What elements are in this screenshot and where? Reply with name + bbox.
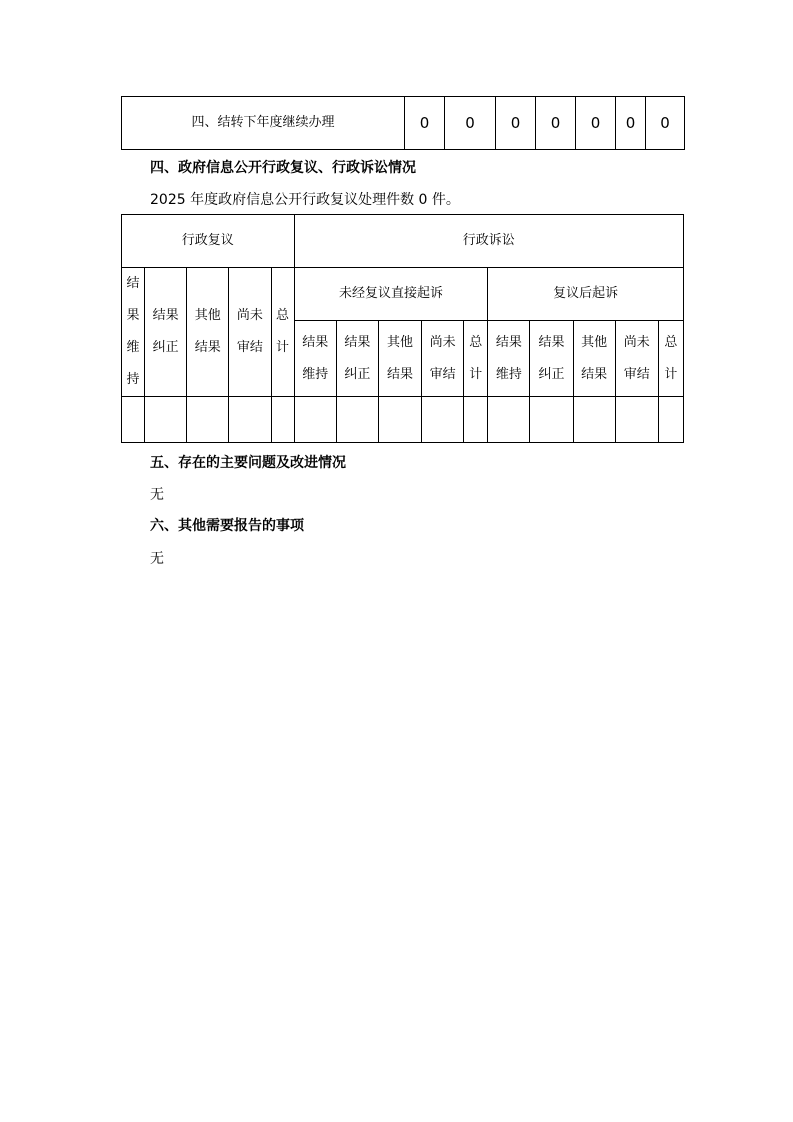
review-litigation-table — [121, 214, 684, 443]
header-other-result: 其他 结果 — [378, 321, 421, 397]
carryover-table — [121, 96, 685, 150]
table-cell — [336, 397, 378, 443]
header-result-corrected: 结果 纠正 — [336, 321, 378, 397]
table-cell: 0 — [616, 97, 646, 150]
table-row — [122, 215, 684, 268]
table-cell — [145, 397, 187, 443]
header-other-result: 其他 结果 — [573, 321, 615, 397]
header-result-maintained: 结 果 维 持 — [122, 268, 145, 397]
table-cell: 0 — [536, 97, 576, 150]
table-row — [122, 397, 684, 443]
table-cell: 0 — [405, 97, 445, 150]
table-cell — [658, 397, 683, 443]
header-total: 总 计 — [271, 268, 294, 397]
table-cell — [464, 397, 488, 443]
table-cell: 0 — [496, 97, 536, 150]
header-total: 总 计 — [658, 321, 683, 397]
header-result-corrected: 结果 纠正 — [145, 268, 187, 397]
table-cell — [573, 397, 615, 443]
section-5-text: 无 — [150, 487, 164, 503]
section-6-text: 无 — [150, 551, 164, 567]
table-cell — [530, 397, 573, 443]
header-total: 总 计 — [464, 321, 488, 397]
table-cell — [422, 397, 464, 443]
table-cell — [378, 397, 421, 443]
header-pending: 尚未 审结 — [422, 321, 464, 397]
table-cell — [271, 397, 294, 443]
table-cell — [294, 397, 336, 443]
table-cell: 0 — [646, 97, 685, 150]
table-row — [122, 97, 685, 150]
table-cell: 0 — [576, 97, 616, 150]
header-other-result: 其他 结果 — [187, 268, 229, 397]
row-label: 四、结转下年度继续办理 — [122, 97, 405, 150]
table-cell — [229, 397, 271, 443]
table-cell — [615, 397, 658, 443]
header-direct-suit: 未经复议直接起诉 — [294, 268, 488, 321]
header-result-maintained: 结果 维持 — [488, 321, 530, 397]
header-result-corrected: 结果 纠正 — [530, 321, 573, 397]
table-cell — [187, 397, 229, 443]
header-pending: 尚未 审结 — [615, 321, 658, 397]
section-4-heading: 四、政府信息公开行政复议、行政诉讼情况 — [150, 160, 416, 176]
section-6-heading: 六、其他需要报告的事项 — [150, 518, 304, 534]
header-result-maintained: 结果 维持 — [294, 321, 336, 397]
section-5-heading: 五、存在的主要问题及改进情况 — [150, 455, 346, 471]
table-row — [122, 268, 684, 321]
table-cell: 0 — [445, 97, 496, 150]
header-pending: 尚未 审结 — [229, 268, 271, 397]
table-cell — [488, 397, 530, 443]
section-4-text: 2025 年度政府信息公开行政复议处理件数 0 件。 — [150, 192, 460, 208]
header-after-review: 复议后起诉 — [488, 268, 684, 321]
header-admin-litigation: 行政诉讼 — [294, 215, 683, 268]
header-admin-review: 行政复议 — [122, 215, 295, 268]
table-cell — [122, 397, 145, 443]
